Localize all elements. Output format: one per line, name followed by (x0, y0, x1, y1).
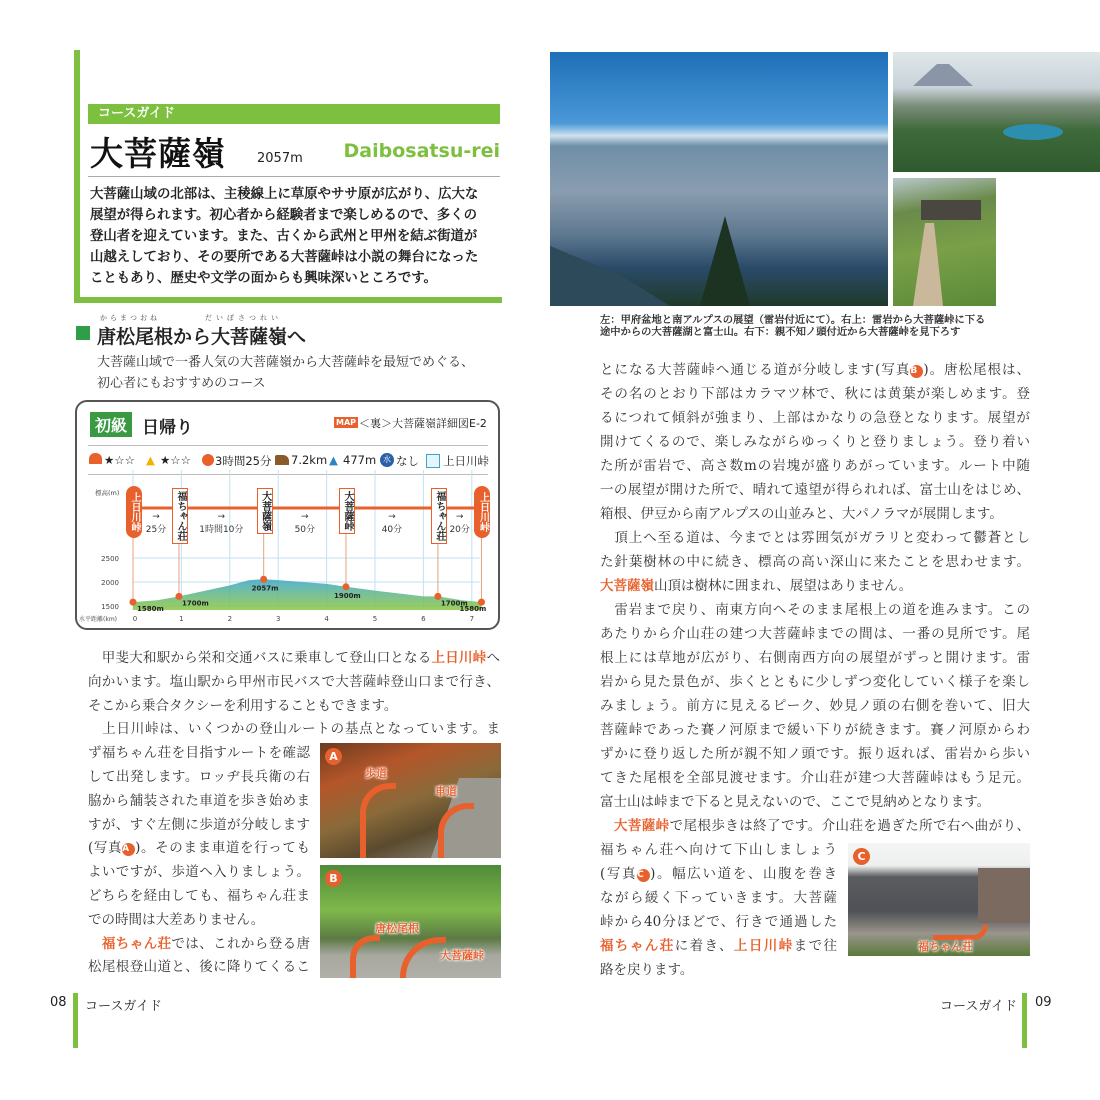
highlighted-place-name: 大菩薩嶺 (600, 578, 654, 594)
photo-label: 車道 (435, 785, 457, 798)
text-run: 雷岩まで戻り、南東方向へそのまま尾根上の道を進みます。この (600, 602, 1030, 618)
text-run: ずかに登り返した所が親不知ノ頭です。振り返れば、雷岩から歩い (600, 746, 1030, 762)
course-guide-label: コースガイド (88, 104, 500, 124)
x-tick-label: 0 (132, 615, 138, 623)
text-line (600, 670, 1030, 694)
text-run: まで往 (793, 938, 838, 954)
segment-time (295, 512, 315, 535)
text-line (600, 862, 837, 886)
segment-time (449, 512, 469, 535)
text-run: )。唐松尾根は、 (923, 362, 1030, 378)
text-run: 箱根、伊豆から南アルプスの山並みと、大パノラマが展開します。 (600, 506, 1003, 522)
text-run: 福ちゃん荘へ向けて下山しましょう (600, 842, 837, 858)
hut (921, 200, 981, 220)
arrow-right-icon: → (217, 512, 226, 522)
x-tick-label: 7 (469, 615, 475, 623)
photo-lake-and-fuji (893, 52, 1100, 172)
text-run: での時間は大差ありません。 (88, 911, 265, 928)
photo-ref-badge: B (910, 365, 923, 378)
text-line (88, 860, 310, 884)
segment-time-value: 50分 (294, 525, 316, 535)
page-number-left: 08 (50, 995, 67, 1010)
text-line (600, 838, 837, 862)
caption-line: 途中からの大菩薩湖と富士山。右下：親不知ノ頭付近から大菩薩峠を見下ろす (600, 326, 961, 338)
text-run: 菩薩峠であった賽ノ河原まで緩い下りが続きます。賽ノ河原からわ (600, 722, 1030, 738)
waypoint-marker: 上日川峠 (126, 486, 142, 538)
waypoint-marker: 福ちゃん荘 (172, 488, 188, 544)
course-distance: 7.2km (291, 453, 328, 467)
text-run: 富士山は峠まで下ると見えないので、ここで見納めとなります。 (600, 794, 991, 810)
text-line (600, 958, 837, 982)
text-line (88, 908, 310, 932)
text-run: に着き、 (674, 938, 734, 954)
highlighted-place-name: 上日川峠 (431, 650, 487, 666)
photo-label: 唐松尾根 (375, 922, 419, 935)
description-line: 大菩薩山域の北部は、主稜線上に草原やササ原が広がり、広大な (90, 187, 479, 202)
highlighted-place-name: 上日川峠 (733, 938, 794, 954)
x-tick-label: 3 (275, 615, 281, 623)
building (978, 868, 1030, 923)
text-line (88, 646, 500, 670)
text-line (88, 670, 500, 694)
mountain-roman-name: Daibosatsu-rei (343, 140, 500, 162)
x-tick-label: 5 (372, 615, 378, 623)
text-line (600, 742, 1030, 766)
text-run: 甲斐大和駅から栄和交通バスに乗車して登山口となる (88, 650, 432, 666)
water-availability: なし (396, 454, 419, 468)
photo-badge: B (325, 870, 342, 887)
text-run: )。そのまま車道を行っても (135, 840, 310, 857)
text-line (600, 430, 1030, 454)
description-line: 山越えしており、その要所である大菩薩峠は小説の舞台になった (90, 250, 479, 265)
segment-time-value: 1時間10分 (199, 525, 244, 535)
text-run: どちらを経由しても、福ちゃん荘ま (88, 888, 310, 904)
photo-ref-badge: C (637, 869, 650, 882)
page-number-right: 09 (1035, 995, 1052, 1010)
text-run: るにつれて傾斜が強まり、上部はかなりの急登となります。展望が (600, 410, 1030, 426)
photo-caption (600, 314, 1030, 338)
text-line (600, 406, 1030, 430)
photo-c-fukuchan-so (848, 843, 1030, 956)
text-line (88, 741, 310, 765)
text-run: てきた尾根を全部見渡せます。介山荘が建つ大菩薩峠はもう足元。 (600, 770, 1030, 786)
text-line (88, 955, 310, 979)
footer-label-right: コースガイド (940, 999, 1017, 1014)
text-run: その名のとおり下部はカラマツ林で、秋には黄葉が楽しめます。登 (600, 386, 1030, 402)
text-run: すが、すぐ左側に歩道が分岐します (88, 816, 310, 833)
segment-time (199, 512, 243, 535)
stamina-rating: ★☆☆ (104, 453, 135, 467)
text-run: 一の展望が開けた所で、晴れて遠望が得られれば、富士山をはじめ、 (600, 482, 1030, 498)
text-run: 開けてくるので、楽しみながらゆっくりと登りましょう。登り着い (600, 434, 1030, 450)
subtitle-line: 大菩薩山域で一番人気の大菩薩嶺から大菩薩峠を最短でめぐる、 (97, 355, 475, 370)
photo-label: 歩道 (365, 767, 387, 780)
photo-label: 福ちゃん荘 (918, 940, 973, 953)
arrow-right-icon: → (152, 512, 160, 522)
x-tick-label: 1 (179, 615, 184, 623)
description-line: 展望が得られます。初心者から経験者まで楽しめるので、多くの (90, 208, 477, 223)
text-line (600, 454, 1030, 478)
segment-time-value: 25分 (145, 525, 167, 535)
text-run: 根上には草地が広がり、右側南西方向の展望がずっと開けます。雷 (600, 650, 1030, 666)
y-tick-label: 2000 (101, 579, 119, 587)
section-ruby: からまつおね (100, 314, 160, 322)
danger-icon: ▲ (146, 453, 155, 467)
map-reference: ＜裏＞大菩薩嶺詳細図E-2 (359, 417, 487, 430)
y-tick-label: 1500 (101, 603, 119, 611)
text-line (88, 836, 310, 860)
text-run: 脇から舗装された車道を歩き始めま (88, 792, 310, 809)
text-run: 岩から見た景色が、歩くとともに少しずつ変化していく様子を楽し (600, 674, 1030, 690)
text-line (600, 886, 837, 910)
photo-daibosatsu-pass (893, 178, 996, 306)
text-run: 山頂は樹林に囲まれ、展望はありません。 (654, 578, 913, 594)
section-title: 唐松尾根から大菩薩嶺へ (97, 326, 307, 348)
text-run (88, 936, 102, 952)
arrow-icon (350, 935, 380, 978)
text-run: た針葉樹林の中に続き、標高の高い深山に来たことを思わせます。 (600, 554, 1030, 570)
header-green-border-bottom (74, 297, 502, 303)
waypoint-marker: 大菩薩峠 (339, 488, 355, 534)
text-run (600, 818, 614, 834)
course-climb: 477m (343, 453, 377, 467)
footer-bar (1022, 993, 1027, 1048)
waypoint-marker: 大菩薩嶺 (257, 488, 273, 534)
text-line (600, 358, 1030, 382)
section-ruby: だいぼさつれい (205, 314, 282, 322)
text-line (600, 646, 1030, 670)
arrow-right-icon: → (455, 512, 464, 522)
arrow-icon (400, 937, 446, 978)
waypoint-elevation-label: 1700m (181, 599, 209, 608)
text-line (88, 932, 310, 956)
text-line (600, 622, 1030, 646)
text-line (600, 718, 1030, 742)
photo-a-trail-fork (320, 743, 501, 858)
mountain-title: 大菩薩嶺 (90, 134, 226, 173)
text-run: 向かいます。塩山駅から甲州市民バスで大菩薩峠登山口まで行き、 (88, 673, 500, 690)
text-line (600, 526, 1030, 550)
text-run: とになる大菩薩峠へ通じる道が分岐します(写真 (600, 362, 911, 378)
text-run: )。幅広い道を、山腹を巻き (650, 866, 837, 882)
text-run: ながら緩く下っていきます。大菩薩 (600, 890, 837, 906)
text-run: 頂上へ至る道は、今までとは雰囲気がガラリと変わって鬱蒼とし (600, 530, 1030, 546)
segment-time-value: 40分 (381, 525, 403, 535)
text-run: して出発します。ロッヂ長兵衛の右 (88, 769, 310, 785)
text-run: 上日川峠は、いくつかの登山ルートの基点となっています。ま (88, 721, 500, 738)
level-badge: 初級 (90, 412, 132, 437)
highlighted-place-name: 福ちゃん荘 (600, 938, 675, 954)
text-run: 峠から40分ほどで、行きで通過した (600, 914, 837, 930)
segment-time (146, 512, 166, 535)
fuji (913, 64, 973, 86)
divider (88, 176, 500, 177)
text-run: (写真 (600, 866, 638, 882)
x-tick-label: 2 (227, 615, 233, 623)
photo-badge: C (853, 848, 870, 865)
text-run: あたりから介山荘の建つ大菩薩峠までの間は、一番の見所です。尾 (600, 626, 1030, 642)
text-line (600, 790, 1030, 814)
text-run: みましょう。前方に見えるピーク、妙見ノ頭の右側を巻いて、旧大 (600, 698, 1030, 714)
footer-bar (73, 993, 78, 1048)
arrow-icon (438, 803, 474, 858)
photo-ref-badge: A (122, 843, 135, 856)
waypoint-marker: 上日川峠 (474, 486, 490, 538)
photo-b-trail-junction (320, 865, 501, 978)
text-line (88, 813, 310, 837)
waypoint-elevation-label: 1580m (459, 605, 487, 614)
waypoint-marker: 福ちゃん荘 (431, 488, 447, 544)
text-run: よいですが、歩道へ入りましょう。 (88, 864, 310, 881)
mountain-elevation: 2057m (257, 151, 303, 166)
text-line (600, 934, 837, 958)
text-run: (写真 (88, 840, 123, 857)
tree (700, 216, 750, 306)
x-tick-label: 4 (324, 615, 329, 623)
y-tick-label: 2500 (101, 555, 119, 563)
text-run: では、これから登る唐 (171, 935, 311, 952)
text-run: そこから乗合タクシーを利用することもできます。 (88, 697, 398, 714)
text-line (88, 884, 310, 908)
y-axis-label: 標高(m) (95, 489, 120, 497)
lake (1003, 124, 1063, 140)
arrow-right-icon: → (301, 512, 309, 522)
text-line (88, 717, 500, 741)
highlighted-place-name: 福ちゃん荘 (101, 935, 172, 952)
photo-label: 大菩薩峠 (440, 949, 484, 962)
footer-label-left: コースガイド (85, 999, 162, 1014)
waypoint-elevation-label: 1580m (137, 605, 164, 614)
mountain-climb-icon: ▲ (329, 453, 338, 467)
elevation-profile-labels (75, 400, 500, 630)
text-line (600, 382, 1030, 406)
mountain-description (90, 184, 502, 289)
section-subtitle (97, 352, 502, 394)
segment-time-value: 20分 (449, 525, 470, 535)
segment-time (382, 512, 402, 535)
text-line (88, 694, 500, 718)
text-line (600, 502, 1030, 526)
x-tick-label: 6 (421, 615, 426, 623)
section-square-icon (76, 326, 90, 340)
water-icon: 水 (380, 453, 394, 467)
waypoint-elevation-label: 1900m (333, 591, 361, 600)
photo-kofu-basin-view (550, 52, 888, 306)
text-run: 松尾根登山道と、後に降りてくるこ (88, 959, 310, 976)
header-green-border (74, 50, 80, 303)
text-line (600, 478, 1030, 502)
photo-badge: A (325, 748, 342, 765)
text-line (600, 910, 837, 934)
text-line (600, 814, 1030, 838)
subtitle-line: 初心者にもおすすめのコース (97, 376, 266, 391)
description-line: 登山者を迎えています。また、古くから武州と甲州を結ぶ街道が (90, 229, 478, 244)
toilet-location: 上日川峠 (443, 454, 489, 468)
text-run: 路を戻ります。 (600, 962, 694, 978)
text-line (600, 766, 1030, 790)
text-line (600, 574, 1030, 598)
highlighted-place-name: 大菩薩峠 (613, 818, 670, 834)
text-run: へ (486, 650, 501, 666)
text-line (88, 789, 310, 813)
text-line (600, 550, 1030, 574)
map-badge: MAP (336, 418, 357, 427)
arrow-right-icon: → (388, 512, 396, 522)
danger-rating: ★☆☆ (160, 453, 191, 467)
text-line (600, 598, 1030, 622)
text-run: で尾根歩きは終了です。介山荘を過ぎた所で右へ曲がり、 (669, 818, 1031, 834)
text-line (88, 765, 310, 789)
text-run: た所が雷岩で、高さ数mの岩塊が盛りあがっています。ルート中随 (600, 458, 1030, 474)
waypoint-elevation-label: 2057m (251, 584, 279, 593)
course-time: 3時間25分 (215, 454, 272, 468)
text-line (600, 694, 1030, 718)
text-run: ず福ちゃん荘を目指すルートを確認 (88, 745, 310, 762)
description-line: こともあり、歴史や文学の面からも興味深いところです。 (90, 271, 437, 286)
arrow-icon (360, 783, 396, 858)
waypoint-elevation-label: 1700m (440, 599, 468, 608)
caption-line: 左：甲府盆地と南アルプスの展望（雷岩付近にて）。右上：雷岩から大菩薩峠に下る (600, 314, 986, 326)
x-axis-label: 水平距離(km) (79, 616, 118, 623)
duration-type: 日帰り (142, 418, 193, 438)
